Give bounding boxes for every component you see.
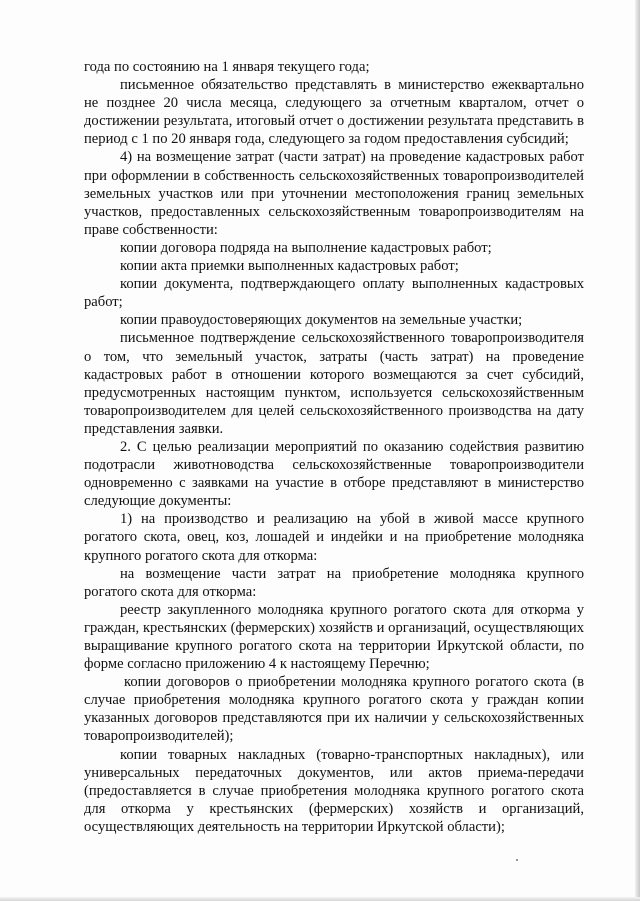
paragraph: копии правоудостоверяющих документов на земельные участки; xyxy=(120,312,523,329)
paragraph: года по состоянию на 1 января текущего года; xyxy=(84,59,370,75)
page-edge-shadow xyxy=(0,897,640,901)
paragraph: реестр закупленного молодняка крупного рогатого скота для откорма у граждан, крестьянских (фермерских) хозяйств и организаций, осуществляющих выращивание крупного рогатого скота на территории Иркутской области, по форме согласно приложению 4 к настоящему Перечню; xyxy=(84,601,584,673)
paragraph: письменное обязательство представлять в министерство ежеквартально не позднее 20 числа месяца, следующего за отчетным кварталом, отчет о достижении результата, итоговый отчет о достижении результата представить в период с 1 по 20 января года, следующего за годом предоставления субсидий; xyxy=(84,77,584,148)
paragraph: 2. С целью реализации мероприятий по оказанию содействия развитию подотрасли животноводства сельскохозяйственные товаропроизводители одновременно с заявками на участие в отборе представляют в министерство следующие документы: xyxy=(84,438,584,510)
paragraph: копии документа, подтверждающего оплату выполненных кадастровых работ; xyxy=(84,276,584,311)
paragraph: 4) на возмещение затрат (части затрат) на проведение кадастровых работ при оформлении в собственность сельскохозяйственных товаропроизводителей земельных участков или при уточнении местоположения границ земельных участков, предоставленных сельскохозяйственным товаропроизводителям на праве собственности: xyxy=(84,149,584,238)
scan-speck xyxy=(516,859,518,861)
paragraph: копии договора подряда на выполнение кадастровых работ; xyxy=(120,239,492,256)
document-body xyxy=(84,58,584,836)
paragraph: письменное подтверждение сельскохозяйственного товаропроизводителя о том, что земельный участок, затраты (часть затрат) на проведение кадастровых работ в отношении которого возмещаются за счет субсидий, предусмотренных настоящим пунктом, используется сельскохозяйственным товаропроизводителем для целей сельскохозяйственного производства на дату представления заявки. xyxy=(84,330,584,437)
paragraph: копии акта приемки выполненных кадастровых работ; xyxy=(120,258,459,275)
paragraph: копии договоров о приобретении молодняка крупного рогатого скота (в случае приобретения молодняка крупного рогатого скота у граждан копии указанных договоров представляются при их наличии у сельскохозяйственных товаропроизводителей); xyxy=(84,674,584,745)
paragraph: 1) на производство и реализацию на убой в живой массе крупного рогатого скота, овец, коз, лошадей и индейки и на приобретение молодняка крупного рогатого скота для откорма: xyxy=(84,511,584,564)
paragraph: на возмещение части затрат на приобретение молодняка крупного рогатого скота для откорма: xyxy=(84,565,584,600)
page-edge-shadow xyxy=(635,0,640,901)
paragraph: копии товарных накладных (товарно-транспортных накладных), или универсальных передаточных документов, или актов приема-передачи (предоставляется в случае приобретения молодняка крупного рогатого скота для откорма у крестьянских (фермерских) хозяйств и организаций, осуществляющих деятельность на территории Иркутской области); xyxy=(84,746,584,835)
